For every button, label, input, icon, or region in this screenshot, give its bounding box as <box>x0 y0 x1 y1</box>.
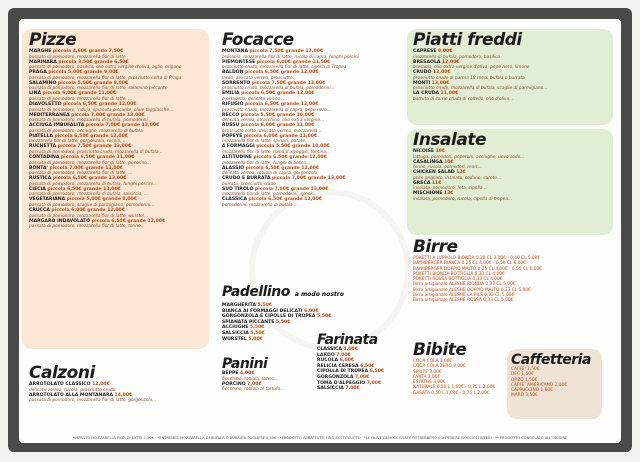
item-description: delicata verrea, stracchino, olio extra vergine... <box>222 118 325 124</box>
item-description: passata di pomodoro, acciughe, mozzarella di bufala <box>29 128 143 134</box>
bibite-section <box>413 342 513 396</box>
item-description: passata di pomodoro, prosciutto crudo, mozzarella di bufala... <box>29 149 163 155</box>
item-price: piccola 6,50€ grande 11,00€ <box>60 154 135 160</box>
padellino-title: Padellino <box>222 284 290 300</box>
menu-line: MARO 3,50€ <box>511 393 538 399</box>
item-name: BONTA' <box>29 165 48 171</box>
caffetteria-title: Caffetteria <box>511 352 591 368</box>
item-name: CIPOLLA DI TROPEA <box>317 369 369 375</box>
item-price: piccola 6,00€ grande 11,50€ <box>256 59 331 65</box>
item-description: fiocchino, robiola, tonno... <box>222 376 279 382</box>
item-description: prosciutto crudo, mozzarella di bufala, scaglie di parmigiano... <box>413 86 548 92</box>
insalate-list <box>413 149 613 202</box>
item-name: CASALINGA <box>413 159 443 165</box>
item-price: 5,00€ <box>248 336 263 342</box>
item-name: CLASSICA <box>222 197 247 203</box>
bibite-list <box>413 359 513 396</box>
padellino-subtitle: a modo nostro <box>294 291 344 298</box>
item-price: 13,00€ <box>431 80 450 86</box>
farinata-title: Farinata <box>317 332 378 348</box>
item-price: piccola 7,00€ grande 13,00€ <box>85 123 160 129</box>
item-description: mortadella, delicata verrea, ... <box>222 96 288 102</box>
item-price: piccola 6,50€ grande 12,00€ <box>244 101 319 107</box>
birre-list <box>413 256 613 304</box>
item-description: passata di pomodoro, scaglie di parmigiano, pomodorini... <box>29 202 155 208</box>
pizze-list <box>29 49 209 229</box>
menu-item <box>317 386 409 392</box>
item-price: 12,00€ <box>92 382 110 387</box>
item-price: piccola 7,50€ grande 13,00€ <box>249 49 324 54</box>
item-description: passata di pomodoro, basilico, olio extra vergine d'oliva, aglio, origano <box>29 65 182 71</box>
menu-line: POKETTI A LUPPOLO BIONDA 0,20 CL 3,00€ - 0,40 CL 5,00€ <box>413 256 541 261</box>
item-name: MEDITERRANEA <box>29 112 70 118</box>
item-name: BIANCA AI FORMAGGI DELICATI <box>222 308 303 314</box>
menu-line: DEC 1,50€ <box>511 372 534 378</box>
farinata-section <box>317 333 409 392</box>
calzoni-section <box>29 365 209 403</box>
item-name: GORGONZOLA <box>317 374 354 380</box>
item-name: CRUCCA <box>29 207 50 213</box>
item-description: mozzarella fior di latte, funghi di bosco... <box>222 160 311 166</box>
item-description: passata di pomodoro, mozzarella fior di latte, ... <box>29 96 133 102</box>
pizze-title: Pizze <box>29 30 77 50</box>
item-price: 12,00€ <box>441 59 460 65</box>
bibite-title: Bibite <box>413 340 467 360</box>
menu-line: CAPPUCCINO 1,80€ <box>511 388 553 394</box>
item-name: CRUDO E BURRATA <box>222 176 271 182</box>
menu-line: CAFFE' 1,50€ <box>511 367 540 372</box>
item-description: pollo grigliato, insalata, sedano, carote... <box>413 175 502 181</box>
item-name: SORRENTO <box>222 80 251 86</box>
item-name: PIATELLA <box>29 133 53 139</box>
menu-line: SPRITE 3,00€ <box>413 369 442 375</box>
piatti-section <box>413 32 613 102</box>
item-description: mozzarella fior di latte, toma d'alpeggio, fontina... <box>222 149 330 155</box>
item-price: 13€ <box>443 191 454 197</box>
item-price: 4,00€ <box>239 371 255 376</box>
item-name: RECCO <box>222 112 240 118</box>
item-price: piccola 6,50€ grande 13,00€ <box>52 176 127 182</box>
item-description: insalata, pomodoro, feta, cipolla... <box>413 186 487 192</box>
item-description: passata di pomodoro, mozzarella di bufala, salsiccia, ... <box>29 192 149 198</box>
item-price: piccola 6,50€ grande 12,00€ <box>248 197 322 203</box>
item-description: passata di pomodoro, mozzarella fior di latte, tonno... <box>29 224 145 230</box>
pizze-section <box>29 32 209 229</box>
item-name: RELICIA CERESA <box>317 363 359 369</box>
item-name: BEPPE <box>222 371 239 376</box>
item-description: passata di pomodoro, mozzarella fior di latte, salamino piccante <box>29 86 168 92</box>
item-price: piccola 7,00€ grande 13,00€ <box>272 176 346 182</box>
item-name: ALASSIO <box>222 165 245 171</box>
menu-line: COCA COLA 3,00€ <box>413 359 453 364</box>
item-price: piccola 6,00€ grande 11,00€ <box>243 133 318 139</box>
item-name: SPIANATA PICCANTE <box>222 319 275 325</box>
item-price: 13,00€ <box>432 70 451 76</box>
item-description: prosciutto crudo, mozzarella di bufala, pomodorini... <box>222 86 335 92</box>
birre-section <box>413 239 613 304</box>
item-price: piccola 7,50€ grande 13,00€ <box>251 80 326 86</box>
item-price: piccola 6,50€ grande 12,00€ <box>91 218 166 224</box>
item-name: CIECIA <box>29 186 46 192</box>
item-price: piccola 6,00€ grande 12,00€ <box>51 207 125 213</box>
item-name: MONTI <box>413 80 431 86</box>
item-name: LA CRUDA <box>413 91 440 97</box>
item-description: passata di pomodoro, mozzarella di bufala, funghi porcini... <box>29 181 157 187</box>
item-name: CONTADINA <box>29 154 60 160</box>
item-price: piccola 6,00€ grande 11,00€ <box>42 91 117 97</box>
item-price: piccola 6,50€ grande 12,00€ <box>245 165 320 171</box>
item-name: SALAMINO <box>29 80 57 86</box>
menu-line: Birra artigianale ALESHE ROSSA 0,33 CL 5,00€ <box>413 298 514 304</box>
item-name: MONTANA <box>222 49 249 54</box>
item-price: piccola 7,00€ grande 13,00€ <box>71 112 145 118</box>
item-description: battuta di carne cruda di coltello, olio d'oliva... <box>413 96 514 102</box>
item-price: 14,00€ <box>114 392 133 398</box>
item-price: piccola 7,00€ grande 13,00€ <box>254 186 329 192</box>
item-price: piccola 6,50€ grande 12,00€ <box>241 91 315 97</box>
item-description: lardo, delicata verrea, prosciutto... <box>222 75 297 81</box>
item-name: PIEMONTESE <box>222 59 256 65</box>
item-price: 4,00€ <box>343 347 358 352</box>
item-name: CAPRESE <box>413 49 437 54</box>
item-price: piccola 5,00€ grande 9,00€ <box>48 70 119 76</box>
item-price: 6,00€ <box>339 358 355 364</box>
item-name: ARROTOLATO CLASSICO <box>29 382 91 387</box>
menu-line: NATURALE 0,50 L 1,00€ - 0,75 L 2,00€ <box>413 385 496 391</box>
item-description: pomodorini, mozzarella di bufala... <box>222 202 297 208</box>
item-name: ACCIUGHE <box>222 325 249 331</box>
focacce-section <box>222 32 407 208</box>
item-price: piccola 5,00€ grande 8,00€ <box>66 197 137 203</box>
item-name: CHICKEN SALAD <box>413 170 455 176</box>
item-name: MARGHE <box>29 49 52 54</box>
item-name: POPEYE <box>222 133 243 139</box>
item-name: MARGHERITA <box>222 303 256 308</box>
item-name: SALSICCIA <box>317 386 344 392</box>
menu-line: Birra artigianale ALESHE DOPPIO MALTO 0,33 CL 5,00€ <box>413 287 531 293</box>
item-price: piccola 5,50€ grande 10,00€ <box>240 112 315 118</box>
menu-line: POKETTI ROSSA BOTTIGLIA 0,33 CL 4,00€ <box>413 277 503 283</box>
menu-line: FANTA 3,00€ <box>413 374 441 380</box>
panini-list <box>222 371 312 392</box>
item-description: passata di pomodoro, mozzarella fior di latte, prosciutto cotto di Praga <box>29 75 182 81</box>
calzoni-title: Calzoni <box>29 363 95 383</box>
piatti-list <box>413 49 613 102</box>
caffetteria-list <box>511 367 611 399</box>
item-name: BRESAOLA <box>413 59 441 65</box>
item-name: ARROTOLATO ALLA MONTANARA <box>29 392 114 398</box>
item-name: WURSTEL <box>222 336 247 342</box>
focacce-list <box>222 49 407 208</box>
item-name: TOMA D'ALPEGGIO <box>317 380 366 386</box>
item-name: RUCHETTA <box>29 144 57 150</box>
item-description: mozzarella fior di latte, spinaci, patate... <box>222 139 310 145</box>
item-description: bresaola, mozzarella fior di latte, rucola di capra, funghi porcini <box>222 54 359 60</box>
item-price: piccola 6,50€ grande 12,00€ <box>245 70 319 76</box>
item-name: 4 FORMAGGI <box>222 144 255 150</box>
item-name: ACCIUGA IMBUFALITA <box>29 123 85 129</box>
item-description: mozzarella fior di latte, gorgonzola, rucola, ... <box>29 139 127 145</box>
footer-notes: *IMPASTO MOZZARELLA FIOR DI LATTE 1,50€ · *ENTREMEZ MOZZARELLA DI BUFALA O BURRATA PUGLIESE 2,50€ · *PRODOTTO ABBATTUTO FINO SOTTOVUOTO · *LE OLIVE DENOCCIOLATE POTREBBERO CONTENERE NOCCIOLI INTERI · ** PRODOTTO CONGELATO ALL'ORIGINE <box>72 436 568 440</box>
item-name: BALDON <box>222 70 244 76</box>
item-name: RUSSU <box>222 123 240 129</box>
item-price: 7,00€ <box>354 374 370 380</box>
item-price: piccola 6,50€ grande 13,00€ <box>47 186 121 192</box>
item-description: delicata verrea, robiola di capra, gorgonzola <box>222 171 318 177</box>
item-price: 5,50€ <box>275 319 291 325</box>
item-price: piccola 6,00€ grande 11,00€ <box>240 123 315 129</box>
item-price: 6,00€ <box>304 308 319 314</box>
item-price: piccola 5,00€ grande 9,00€ <box>57 80 129 86</box>
item-description: passata di pomodoro, mozzarella fior di latte, pecorino... <box>29 160 152 166</box>
item-price: 7,00€ <box>366 380 382 386</box>
item-name: MARINARA <box>29 59 57 65</box>
item-description: passata di pomodoro, 'nduja, spianata piccante, olive taggiasche... <box>29 107 174 113</box>
focacce-title: Focacce <box>222 30 294 50</box>
item-price: 10€ <box>435 149 446 154</box>
menu-line: Birra artigianale ALESHE LA PILS 0,33 CL 5,00€ <box>413 293 515 299</box>
menu-line: Birra artigianale ALESHE BIONDA 0,33 CL 5,00€ <box>413 282 516 288</box>
item-name: LINA <box>29 91 42 97</box>
caffetteria-section <box>511 353 611 399</box>
item-description: prosciutto crudo di parma 18 mesi, bufala o burrata <box>413 75 525 81</box>
item-description: mozzarella fior di latte, pomodorini, speck... <box>222 192 317 198</box>
item-name: NICOISE <box>413 149 434 154</box>
menu-line: GASATA 0,50 L 1,00€ - 0,75 L 2,00€ <box>413 390 490 396</box>
item-name: CRUDO <box>413 70 432 76</box>
item-description: tonno, rucola, pomodori, mais... <box>413 165 482 171</box>
item-price: 6,50€ <box>360 363 375 369</box>
menu-sheet <box>19 19 621 443</box>
menu-line: ORZO 1,50€ <box>511 377 538 383</box>
item-name: RUCOLA <box>317 358 339 364</box>
item-price: piccola 4,60€ grande 7,50€ <box>52 49 124 54</box>
item-price: 10€ <box>444 159 454 165</box>
insalate-section <box>413 132 613 202</box>
item-name: CLASSICA <box>317 347 342 352</box>
item-price: piccola 3,50€ grande 6,50€ <box>58 59 129 65</box>
insalate-title: Insalate <box>413 130 486 150</box>
item-description: lattuga, pomodori, peperoni, acciughe, uovo sodo... <box>413 154 525 160</box>
item-price: 5,50€ <box>257 303 272 308</box>
item-name: RUSTICA <box>29 176 52 182</box>
item-description: delicata verrea, rucola, prosciutto crudo <box>29 387 116 393</box>
piatti-title: Piatti freddi <box>413 30 522 50</box>
item-price: 12€ <box>456 170 466 176</box>
item-name: MARGARO INDAVOLATO <box>29 218 91 224</box>
item-name: SALSICCIA <box>222 330 249 336</box>
item-name: PRAGA <box>29 70 47 76</box>
item-price: 11€ <box>431 180 442 186</box>
item-name: GRECA <box>413 180 431 186</box>
item-description: passata di pomodoro, mozzarella fior di latte <box>29 54 126 60</box>
item-price: 5,50€ <box>250 330 265 336</box>
item-price: 11,00€ <box>440 91 459 97</box>
item-price: 5,50€ <box>316 314 332 320</box>
item-price: 7,00€ <box>247 381 262 387</box>
birre-title: Birre <box>413 237 458 257</box>
item-price: piccola 6,50€ grande 12,00€ <box>54 133 128 139</box>
item-description: fiocchino, robiola al tartufo... <box>222 387 285 393</box>
menu-line: BAYMBERGER BIANCA 0,25 CL 4,00€ - 0,50 CL 6,00€ <box>413 261 526 267</box>
item-description: bresaola, olio extra vergine d'oliva, pepe nero, limone <box>413 65 530 71</box>
item-name: DIAVOLETTO <box>29 101 62 107</box>
item-description: burrata, prosciutto crudo <box>222 181 276 187</box>
item-description: mozzarella di bufala, pomodoro, basilico <box>413 54 501 60</box>
panini-section <box>222 357 312 392</box>
farinata-list <box>317 347 409 392</box>
item-price: 7,00€ <box>336 352 351 358</box>
item-name: RIFUGIO <box>222 101 244 107</box>
menu-line: ESTATHE 3,00€ <box>413 380 446 386</box>
item-price: piccola 7,00€ grande 13,00€ <box>49 165 123 171</box>
item-description: prosciutto crudo, mozzarella fior di latte, cipolla di Tropea <box>222 65 347 71</box>
item-name: LARDO <box>317 352 335 358</box>
item-name: SUD TIROLO <box>222 186 254 192</box>
panini-title: Panini <box>222 356 268 372</box>
item-description: prosciutto crudo, mozzarella di capra, pepe nero... <box>222 107 331 113</box>
item-price: 7,00€ <box>345 386 360 392</box>
item-price: piccola 5,50€ grande 10,00€ <box>256 144 330 150</box>
item-description: passata di pomodoro, mozzarella fior di latte, gorgonzola... <box>29 398 157 404</box>
item-name: PORCINO <box>222 381 246 387</box>
item-name: MISCHIONE <box>413 191 443 197</box>
item-name: GORGONZOLA E CIPOLLE DI TROPEA <box>222 314 316 320</box>
menu-line: POKETTI BIONDA BOTTIGLIA 0,33 CL 4,00€ <box>413 271 505 277</box>
item-description: passata di pomodoro, mozzarella fior di latte, wurstel... <box>29 213 149 219</box>
item-price: 5,50€ <box>249 325 265 331</box>
item-description: prosciutto cotto, delicata verrea, mozzarella... <box>222 128 322 134</box>
item-description: passata di pomodoro, mozzarella fior di latte, ... <box>29 171 133 177</box>
item-price: piccola 6,50€ grande 12,00€ <box>253 154 327 160</box>
item-name: VEGETARIANA <box>29 197 66 203</box>
item-name: EMILIA <box>222 91 240 97</box>
item-description: passata di pomodoro, mozzarella di bufala, pomodorini... <box>29 118 152 124</box>
item-name: ALTITUDINE <box>222 154 252 160</box>
menu-line: CAFFE' AMERICANO 2,00€ <box>511 382 567 388</box>
item-price: 9,00€ <box>437 49 453 54</box>
item-price: piccola 7,50€ grande 13,00€ <box>57 144 132 150</box>
item-price: piccola 6,50€ grande 12,00€ <box>62 101 137 107</box>
menu-line: BAYMBERGER DOPPIO MALTO 0,25 CL 4,00€ - 0,50 CL 6,00€ <box>413 266 542 272</box>
calzoni-list <box>29 382 209 403</box>
item-description: insalata, pomodoro, rucola, cipolla di tropea... <box>413 196 513 202</box>
menu-line: COCA COLA ZERO 3,00€ <box>413 364 466 370</box>
item-price: 6,50€ <box>369 369 385 375</box>
